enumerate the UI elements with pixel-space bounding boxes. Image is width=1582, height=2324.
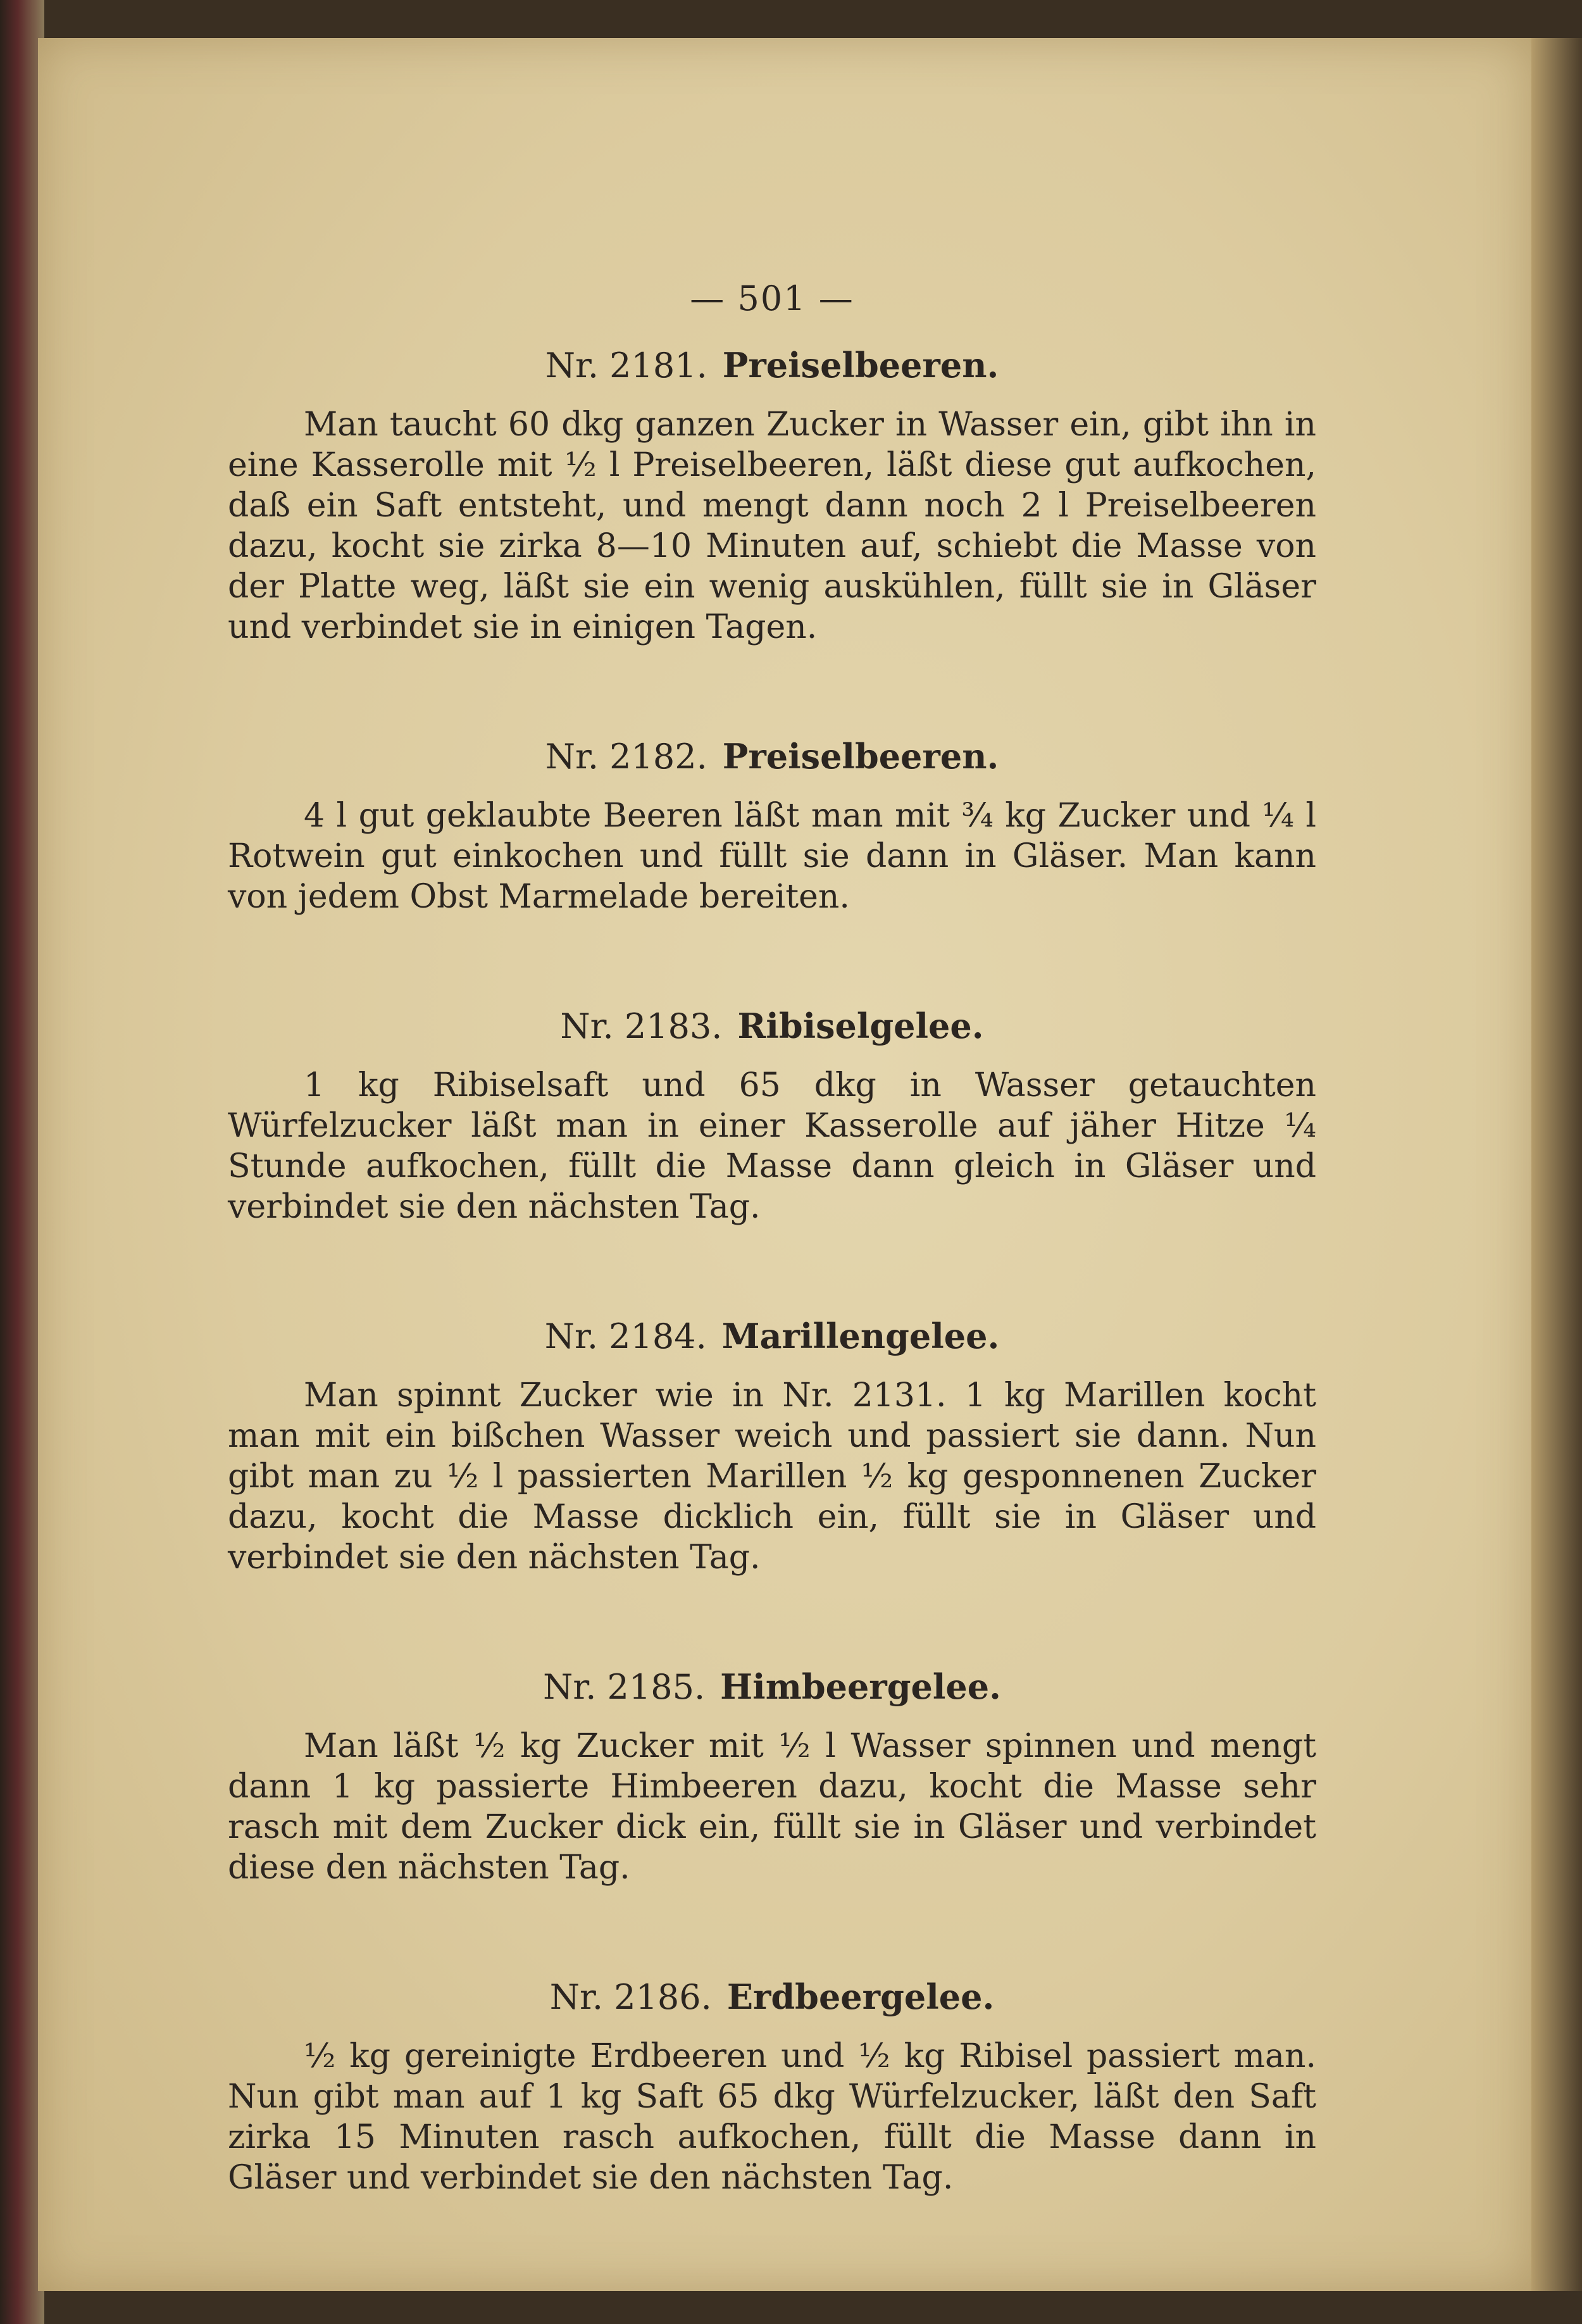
- recipe-title: [228, 1977, 1316, 2017]
- page-content: [228, 278, 1316, 2287]
- recipe-2181: [228, 345, 1316, 647]
- recipe-number: Nr. 2181.: [545, 346, 707, 385]
- recipe-2183: [228, 1006, 1316, 1227]
- recipe-text: ½ kg gereinigte Erdbeeren und ½ kg Ribisel passiert man. Nun gibt man auf 1 kg Saft 65 dkg Würfelzucker, läßt den Saft zirka 15 Minuten rasch aufkochen, füllt die Masse dann in Gläser und verbindet sie den nächsten Tag.: [228, 2037, 1316, 2197]
- recipe-title: [228, 1666, 1316, 1707]
- recipe-2184: [228, 1316, 1316, 1578]
- recipe-name: Marillengelee.: [721, 1316, 1000, 1356]
- recipe-title: [228, 1316, 1316, 1356]
- recipe-2182: [228, 736, 1316, 917]
- recipe-name: Preiselbeeren.: [722, 345, 999, 385]
- page-number: — 501 —: [690, 278, 854, 318]
- recipe-text: Man läßt ½ kg Zucker mit ½ l Wasser spinnen und mengt dann 1 kg passierte Himbeeren dazu, kocht die Masse sehr rasch mit dem Zucker dick ein, füllt sie in Gläser und verbindet diese den nächsten Tag.: [228, 1727, 1316, 1887]
- recipe-title: [228, 1006, 1316, 1046]
- recipe-title: [228, 736, 1316, 777]
- recipe-text: Man taucht 60 dkg ganzen Zucker in Wasser ein, gibt ihn in eine Kasserolle mit ½ l Preiselbeeren, läßt diese gut aufkochen, daß ein Saft entsteht, und mengt dann noch 2 l Preiselbeeren dazu, kocht sie zirka 8—10 Minuten auf, schiebt die Masse von der Platte weg, läßt sie ein wenig auskühlen, füllt sie in Gläser und verbindet sie in einigen Tagen.: [228, 406, 1316, 646]
- recipe-name: Ribiselgelee.: [737, 1006, 984, 1046]
- recipe-number: Nr. 2186.: [549, 1977, 712, 2017]
- recipe-name: Preiselbeeren.: [722, 736, 999, 777]
- recipe-text: Man spinnt Zucker wie in Nr. 2131. 1 kg Marillen kocht man mit ein bißchen Wasser weich und passiert sie dann. Nun gibt man zu ½ l passierten Marillen ½ kg gesponnenen Zucker dazu, kocht die Masse dicklich ein, füllt sie in Gläser und verbindet sie den nächsten Tag.: [228, 1377, 1316, 1577]
- page-edge: [1531, 38, 1582, 2291]
- recipe-title: [228, 345, 1316, 385]
- recipe-name: Erdbeergelee.: [726, 1977, 995, 2017]
- recipe-text: 1 kg Ribiselsaft und 65 dkg in Wasser getauchten Würfelzucker läßt man in einer Kasserolle auf jäher Hitze ¼ Stunde aufkochen, füllt die Masse dann gleich in Gläser und verbindet sie den nächsten Tag.: [228, 1066, 1316, 1226]
- recipe-name: Himbeergelee.: [720, 1666, 1001, 1707]
- recipe-number: Nr. 2182.: [545, 737, 707, 777]
- recipe-number: Nr. 2184.: [544, 1316, 707, 1356]
- recipe-2185: [228, 1666, 1316, 1888]
- recipe-text: 4 l gut geklaubte Beeren läßt man mit ¾ kg Zucker und ¼ l Rotwein gut einkochen und füllt sie dann in Gläser. Man kann von jedem Obst Marmelade bereiten.: [228, 797, 1316, 916]
- recipe-2186: [228, 1977, 1316, 2198]
- recipe-number: Nr. 2185.: [543, 1667, 706, 1707]
- recipe-number: Nr. 2183.: [560, 1006, 723, 1046]
